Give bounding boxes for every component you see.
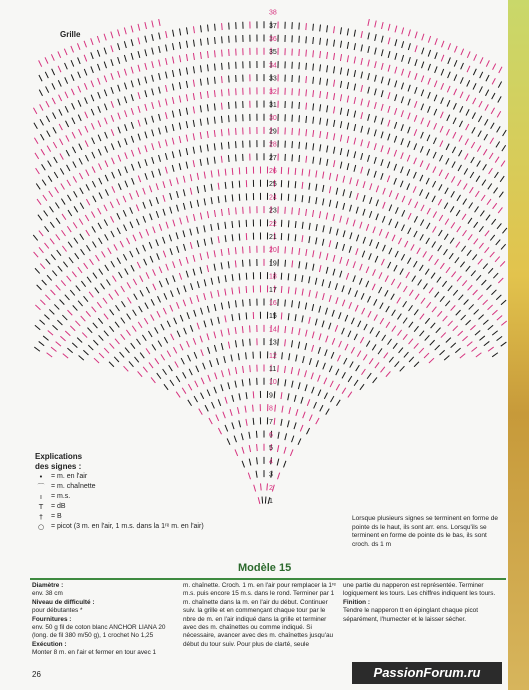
legend-item: † = B — [35, 512, 265, 522]
single-crochet-icon: ı — [40, 493, 42, 501]
divider — [30, 578, 506, 580]
model-title: Modèle 15 — [238, 562, 292, 574]
round-number: 31 — [269, 102, 277, 109]
round-number: 14 — [269, 326, 277, 334]
round-number: 9 — [269, 392, 273, 400]
finition-value: Tendre le napperon tt en épinglant chaque picot séparément, l'humecter et le laisser sécher. — [343, 607, 479, 623]
chain-stitch-icon: • — [38, 473, 44, 481]
round-number: 23 — [269, 207, 277, 215]
legend-item: ⌒ = m. chaînette — [35, 482, 265, 492]
legend-item: ı = m.s. — [35, 492, 265, 502]
niveau-value: pour débutantes * — [32, 607, 83, 615]
round-number: 16 — [269, 300, 277, 307]
round-number: 19 — [269, 260, 277, 268]
column-3 — [343, 582, 498, 624]
diametre-value: env. 38 cm — [32, 590, 63, 598]
finition-label: Finition : — [343, 598, 370, 606]
round-number: 12 — [269, 352, 277, 360]
round-number: 3 — [269, 471, 273, 479]
column-3-text: une partie du napperon est représentée. Terminer logiquement les tours. Les chiffres indiquent les tours. — [343, 582, 496, 598]
round-number: 22 — [269, 220, 277, 228]
round-number: 26 — [269, 168, 277, 175]
round-number: 6 — [269, 432, 273, 439]
round-number: 28 — [269, 141, 277, 149]
legend-item: • = m. en l'air — [35, 472, 265, 482]
column-1 — [32, 582, 177, 658]
round-number: 24 — [269, 194, 277, 202]
round-number: 13 — [269, 339, 277, 347]
round-number: 29 — [269, 128, 277, 136]
round-number: 7 — [269, 418, 273, 426]
picot-icon: ○ — [37, 523, 45, 531]
legend — [35, 452, 265, 532]
round-number: 10 — [269, 379, 277, 387]
execution-label: Exécution : — [32, 640, 67, 648]
round-number: 21 — [269, 234, 277, 241]
execution-value: Monter 8 m. en l'air et fermer en tour avec 1 — [32, 649, 157, 657]
diametre-label: Diamètre : — [32, 582, 64, 589]
round-number: 35 — [269, 49, 277, 57]
round-number: 30 — [269, 115, 277, 123]
half-double-icon: T — [38, 503, 44, 511]
legend-title-1: Explications — [35, 452, 83, 461]
round-number: 1 — [269, 498, 273, 505]
column-2: m. chaînette. Croch. 1 m. en l'air pour remplacer la 1ʳᵉ m.s. puis encore 15 m.s. dans le rond. Terminer par 1 m. chaînette dans la m. en l'air du début. Continuer suiv. la grille et en commençant chaque tour par le nbre de m. en l'air indiqué dans la grille et terminer avec des m. chaînettes ou comme indiqué. Si nécessaire, avancer avec des m. chaînettes jusqu'au début du tour suiv. Pour plus de clarté, seule — [183, 582, 336, 648]
watermark-logo: PassionForum.ru — [352, 662, 502, 684]
double-crochet-icon: † — [39, 513, 43, 521]
round-number: 36 — [269, 36, 277, 43]
round-number: 27 — [269, 154, 277, 162]
round-number: 32 — [269, 88, 277, 96]
round-number: 4 — [269, 458, 273, 466]
round-number: 34 — [269, 62, 277, 70]
fournitures-value: env. 50 g fil de coton blanc ANCHOR LIANA 20 (long. de fil 380 m/50 g), 1 crochet No 1,25 — [32, 624, 166, 640]
round-number: 18 — [269, 273, 277, 281]
slip-stitch-icon: ⌒ — [37, 483, 45, 491]
round-number: 11 — [269, 366, 277, 373]
round-number: 37 — [269, 22, 277, 30]
grille-label: Grille — [60, 30, 81, 39]
round-number: 38 — [269, 9, 277, 17]
stitch-note: Lorsque plusieurs signes se terminent en forme de pointe ds le haut, ils sont arr. ens. Lorsqu'ils se terminent en forme de pointe ds le bas, ils sont croch. ds 1 m — [352, 515, 498, 548]
round-number: 5 — [269, 445, 273, 453]
legend-item: ○ = picot (3 m. en l'air, 1 m.s. dans la 1ʳᵉ m. en l'air) — [35, 522, 265, 532]
legend-item: T = dB — [35, 502, 265, 512]
round-number: 33 — [269, 75, 277, 83]
round-number: 15 — [269, 313, 277, 321]
round-number: 25 — [269, 181, 277, 189]
round-number: 2 — [269, 484, 273, 492]
legend-title-2: des signes : — [35, 462, 82, 471]
round-number: 17 — [269, 286, 277, 294]
niveau-label: Niveau de difficulté : — [32, 598, 95, 606]
fournitures-label: Fournitures : — [32, 615, 72, 623]
round-number: 8 — [269, 405, 273, 413]
round-number: 20 — [269, 247, 277, 255]
page-number: 26 — [32, 670, 41, 679]
